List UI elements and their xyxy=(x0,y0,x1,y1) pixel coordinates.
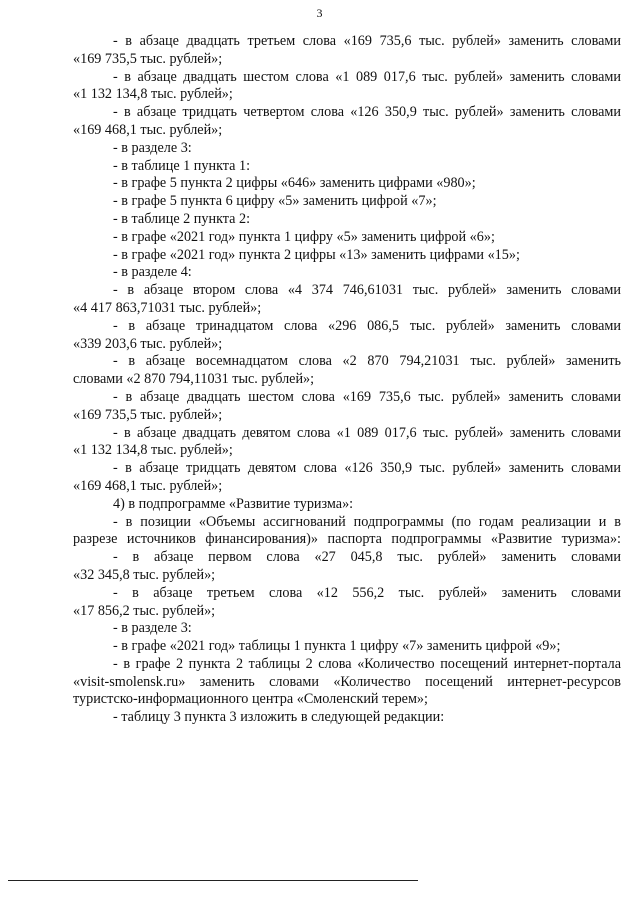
text-line: - в абзаце двадцать шестом слова «1 089 017,6 тыс. рублей» заменить словами xyxy=(113,68,621,85)
text-line: - в графе 2 пункта 2 таблицы 2 слова «Количество посещений интернет-портала xyxy=(113,655,621,672)
text-line: «169 735,5 тыс. рублей»; xyxy=(73,406,223,423)
footer-divider xyxy=(8,880,418,881)
text-line: - таблицу 3 пункта 3 изложить в следующей редакции: xyxy=(113,709,445,726)
text-line: - в абзаце втором слова «4 374 746,61031 тыс. рублей» заменить словами xyxy=(113,282,621,299)
text-line: - в графе 5 пункта 6 цифру «5» заменить цифрой «7»; xyxy=(113,193,437,210)
text-line: «339 203,6 тыс. рублей»; xyxy=(73,335,223,352)
text-line: - в графе 5 пункта 2 цифры «646» заменить цифрами «980»; xyxy=(113,175,476,192)
text-line: - в абзаце тридцать четвертом слова «126 350,9 тыс. рублей» заменить словами xyxy=(113,104,621,121)
text-line: «1 132 134,8 тыс. рублей»; xyxy=(73,86,233,103)
text-line: «1 132 134,8 тыс. рублей»; xyxy=(73,442,233,459)
page-number: 3 xyxy=(316,6,323,20)
text-line: - в разделе 3: xyxy=(113,620,192,637)
text-line: - в разделе 4: xyxy=(113,264,192,281)
text-line: «17 856,2 тыс. рублей»; xyxy=(73,602,216,619)
text-line: - в абзаце восемнадцатом слова «2 870 794,21031 тыс. рублей» заменить xyxy=(113,353,621,370)
text-line: - в абзаце первом слова «27 045,8 тыс. рублей» заменить словами xyxy=(113,549,621,566)
text-line: - в таблице 2 пункта 2: xyxy=(113,210,251,227)
document-body xyxy=(73,33,621,727)
text-line: - в графе «2021 год» таблицы 1 пункта 1 цифру «7» заменить цифрой «9»; xyxy=(113,638,561,655)
text-line: - в абзаце третьем слова «12 556,2 тыс. рублей» заменить словами xyxy=(113,584,621,601)
text-line: «169 468,1 тыс. рублей»; xyxy=(73,477,223,494)
text-line: туристско-информационного центра «Смоленский терем»; xyxy=(73,691,428,708)
text-line: - в абзаце двадцать третьем слова «169 735,6 тыс. рублей» заменить словами xyxy=(113,33,621,49)
text-line: - в абзаце тридцать девятом слова «126 350,9 тыс. рублей» заменить словами xyxy=(113,460,621,477)
text-line: - в таблице 1 пункта 1: xyxy=(113,157,251,174)
text-line: словами «2 870 794,11031 тыс. рублей»; xyxy=(73,371,315,388)
text-line: «169 735,5 тыс. рублей»; xyxy=(73,50,223,67)
text-line: - в абзаце двадцать девятом слова «1 089 017,6 тыс. рублей» заменить словами xyxy=(113,424,621,441)
text-line: - в разделе 3: xyxy=(113,139,192,156)
text-line: «4 417 863,71031 тыс. рублей»; xyxy=(73,299,262,316)
text-line: «169 468,1 тыс. рублей»; xyxy=(73,121,223,138)
text-line: - в абзаце двадцать шестом слова «169 735,6 тыс. рублей» заменить словами xyxy=(113,388,621,405)
text-line: 4) в подпрограмме «Развитие туризма»: xyxy=(113,495,354,512)
text-line: - в абзаце тринадцатом слова «296 086,5 тыс. рублей» заменить словами xyxy=(113,317,621,334)
text-line: «32 345,8 тыс. рублей»; xyxy=(73,566,216,583)
text-line: «visit-smolensk.ru» заменить словами «Количество посещений интернет-ресурсов xyxy=(73,673,621,690)
text-line: - в графе «2021 год» пункта 2 цифры «13» заменить цифрами «15»; xyxy=(113,246,520,263)
text-line: - в позиции «Объемы ассигнований подпрограммы (по годам реализации и в xyxy=(113,513,621,530)
text-line: - в графе «2021 год» пункта 1 цифру «5» заменить цифрой «6»; xyxy=(113,228,495,245)
text-line: разрезе источников финансирования)» паспорта подпрограммы «Развитие туризма»: xyxy=(73,531,621,548)
